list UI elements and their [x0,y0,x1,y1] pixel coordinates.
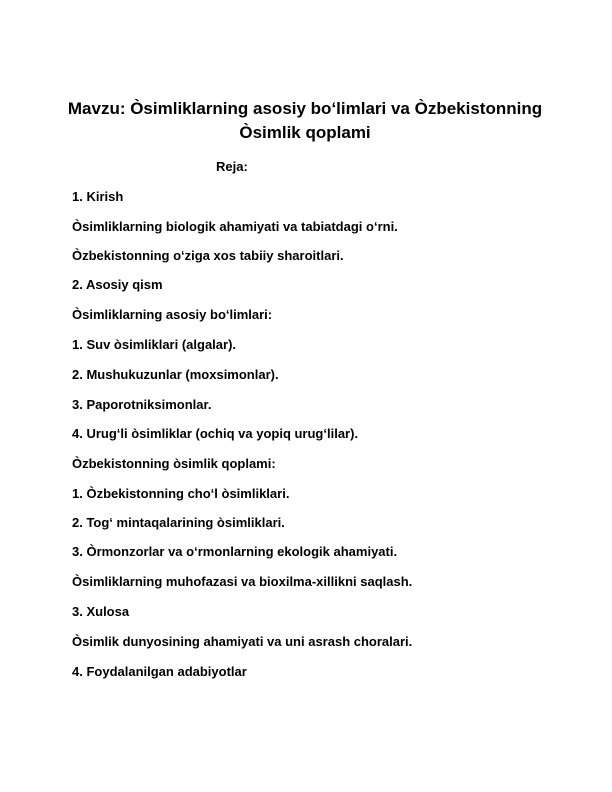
plan-line: 4. Foydalanilgan adabiyotlar [72,664,247,679]
plan-line: Òzbekistonning òsimlik qoplami: [72,456,276,471]
document-title-line-2: Òsimlik qoplami [239,123,371,142]
plan-line: 2. Asosiy qism [72,277,163,292]
plan-line: Òsimlik dunyosining ahamiyati va uni asrash choralari. [72,634,413,649]
plan-line: 1. Kirish [72,189,124,204]
plan-line: Òsimliklarning muhofazasi va bioxilma-xillikni saqlash. [72,574,413,589]
plan-line: 3. Xulosa [72,604,130,619]
document-title-line-1: Mavzu: Òsimliklarning asosiy bo‘limlari va Òzbekistonning [67,99,543,118]
plan-line: Òsimliklarning asosiy bo‘limlari: [72,307,273,322]
plan-line: 4. Urug‘li òsimliklar (ochiq va yopiq urug‘lilar). [72,426,359,441]
plan-line: Òzbekistonning o‘ziga xos tabiiy sharoitlari. [72,248,344,263]
plan-line: 3. Paporotniksimonlar. [72,397,212,412]
plan-line: 1. Suv òsimliklari (algalar). [72,337,237,352]
plan-line: 2. Mushukuzunlar (moxsimonlar). [72,367,279,382]
plan-line: 3. Òrmonzorlar va o‘rmonlarning ekologik ahamiyati. [72,544,398,559]
plan-heading: Reja: [216,159,248,174]
plan-line: Òsimliklarning biologik ahamiyati va tabiatdagi o‘rni. [72,219,398,234]
plan-line: 1. Òzbekistonning cho‘l òsimliklari. [72,486,290,501]
plan-line: 2. Tog‘ mintaqalarining òsimliklari. [72,515,285,530]
